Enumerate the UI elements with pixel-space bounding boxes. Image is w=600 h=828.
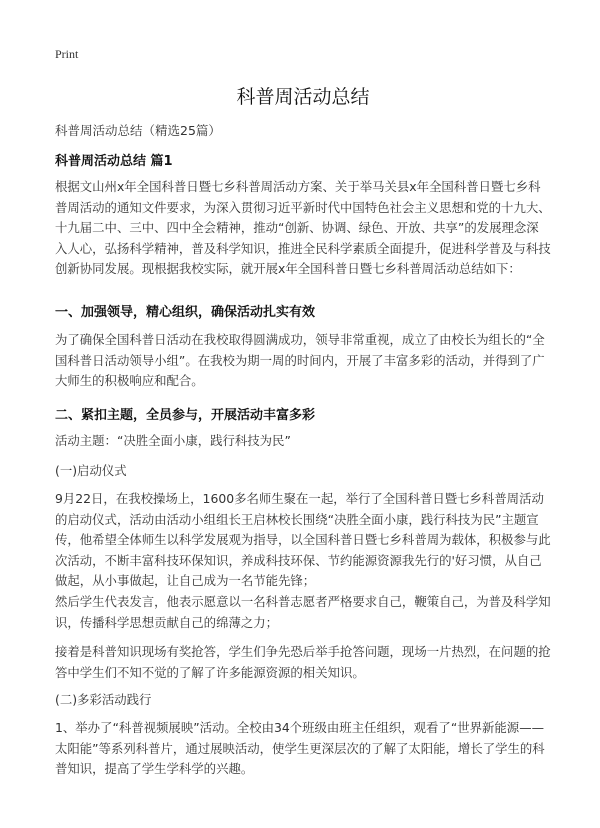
student-speech-paragraph: 然后学生代表发言，他表示愿意以一名科普志愿者严格要求自己，鞭策自己，为普及科学知识，传播科学思想贡献自己的绵薄之力；: [55, 594, 551, 630]
quiz-paragraph: 接着是科普知识现场有奖抢答，学生们争先恐后举手抢答问题，现场一片热烈，在问题的抢答中学生们不知不觉的了解了许多能源资源的相关知识。: [55, 644, 551, 680]
theme-paragraph: 活动主题：“决胜全面小康，践行科技为民”: [55, 433, 291, 448]
page-title: 科普周活动总结: [236, 86, 370, 108]
document-subtitle: 科普周活动总结（精选25篇）: [55, 123, 221, 138]
section-heading-1: 一、加强领导，精心组织，确保活动扎实有效: [55, 305, 316, 320]
print-link[interactable]: Print: [55, 47, 79, 61]
section-1-paragraph: 为了确保全国科普日活动在我校取得圆满成功，领导非常重视，成立了由校长为组长的“全国科普日活动领导小组”。在我校为期一周的时间内，开展了丰富多彩的活动，并得到了广大师生的积极响应和配合。: [55, 332, 545, 389]
intro-paragraph: 根据文山州x年全国科普日暨七乡科普周活动方案、关于举马关县x年全国科普日暨七乡科普周活动的通知文件要求，为深入贯彻习近平新时代中国特色社会主义思想和党的十九大、十九届二中、三中、四中全会精神，推动“创新、协调、绿色、开放、共享”的发展理念深入人心，弘扬科学精神，普及科学知识，推进全民科学素质全面提升，促进科学普及与科技创新协同发展。现根据我校实际，就开展x年全国科普日暨七乡科普周活动总结如下：: [55, 179, 551, 277]
section-heading-2: 二、紧扣主题，全员参与，开展活动丰富多彩: [55, 408, 316, 423]
subsection-heading-1: (一)启动仪式: [55, 463, 127, 478]
subsection-heading-2: (二)多彩活动践行: [55, 692, 152, 707]
article-heading: 科普周活动总结 篇1: [55, 154, 173, 169]
video-activity-paragraph: 1、举办了“科普视频展映”活动。全校由34个班级由班主任组织，观看了“世界新能源——太阳能”等系列科普片，通过展映活动，使学生更深层次的了解了太阳能，增长了学生的科普知识，提高了学生学科学的兴趣。: [55, 720, 545, 777]
ceremony-paragraph: 9月22日，在我校操场上，1600多名师生聚在一起，举行了全国科普日暨七乡科普周活动的启动仪式，活动由活动小组组长王启林校长围绕“决胜全面小康，践行科技为民”主题宣传，他希望全体师生以科学发展观为指导，以全国科普日暨七乡科普周为载体，积极参与此次活动，不断丰富科技环保知识，养成科技环保、节约能源资源我先行的'好习惯，从自己做起，从小事做起，让自己成为一名节能先锋；: [55, 491, 551, 589]
